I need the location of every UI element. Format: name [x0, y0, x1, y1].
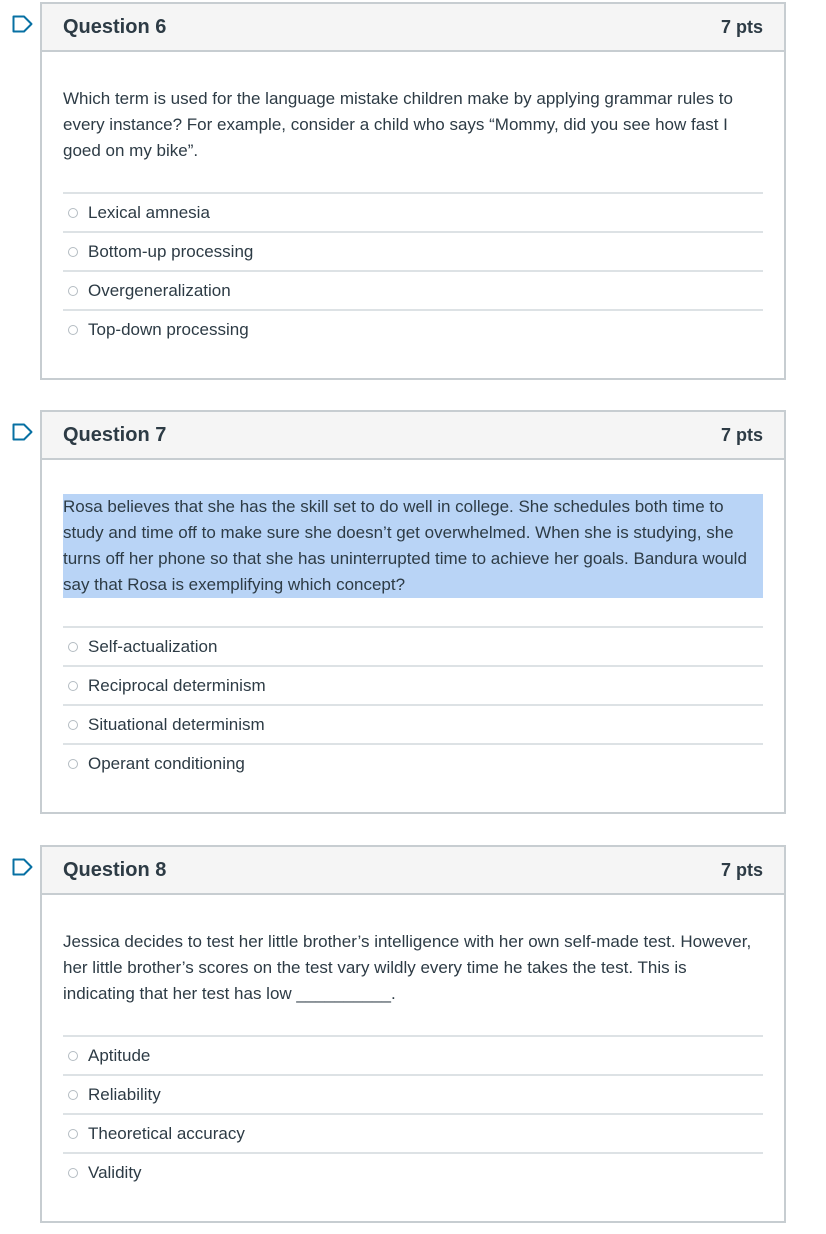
answer-label: Reliability — [88, 1084, 161, 1104]
answer-label: Theoretical accuracy — [88, 1123, 245, 1143]
flag-question-icon[interactable] — [12, 423, 34, 441]
answer-list — [63, 626, 763, 782]
question-points: 7 pts — [720, 424, 763, 445]
answer-label: Bottom-up processing — [88, 241, 254, 261]
radio-button-icon[interactable] — [68, 720, 78, 730]
answer-label: Situational determinism — [88, 714, 265, 734]
question-7 — [40, 410, 786, 814]
answer-option[interactable] — [63, 706, 763, 745]
question-title: Question 6 — [63, 15, 167, 38]
question-text: Jessica decides to test her little brother’s intelligence with her own self-made test. However, her little brother’s scores on the test vary wildly every time he takes the test. This is indicating that her test has low __________. — [63, 932, 752, 1003]
flag-question-icon[interactable] — [12, 15, 34, 33]
answer-option[interactable] — [63, 1037, 763, 1076]
answer-list — [63, 1035, 763, 1191]
question-title: Question 7 — [63, 423, 167, 446]
radio-button-icon[interactable] — [68, 208, 78, 218]
radio-button-icon[interactable] — [68, 759, 78, 769]
question-body — [42, 52, 784, 378]
radio-button-icon[interactable] — [68, 1051, 78, 1061]
radio-button-icon[interactable] — [68, 681, 78, 691]
answer-option[interactable] — [63, 745, 763, 782]
answer-label: Overgeneralization — [88, 280, 231, 300]
answer-option[interactable] — [63, 1076, 763, 1115]
question-points: 7 pts — [720, 859, 763, 880]
question-title: Question 8 — [63, 858, 167, 881]
radio-button-icon[interactable] — [68, 642, 78, 652]
radio-button-icon[interactable] — [68, 286, 78, 296]
radio-button-icon[interactable] — [68, 1129, 78, 1139]
radio-button-icon[interactable] — [68, 247, 78, 257]
answer-option[interactable] — [63, 233, 763, 272]
flag-question-icon[interactable] — [12, 858, 34, 876]
answer-option[interactable] — [63, 667, 763, 706]
radio-button-icon[interactable] — [68, 1168, 78, 1178]
answer-option[interactable] — [63, 628, 763, 667]
answer-option[interactable] — [63, 1154, 763, 1191]
question-6 — [40, 2, 786, 380]
answer-option[interactable] — [63, 1115, 763, 1154]
answer-label: Operant conditioning — [88, 753, 245, 773]
answer-option[interactable] — [63, 272, 763, 311]
answer-label: Lexical amnesia — [88, 202, 210, 222]
question-8 — [40, 845, 786, 1223]
radio-button-icon[interactable] — [68, 1090, 78, 1100]
answer-option[interactable] — [63, 194, 763, 233]
question-text: Which term is used for the language mistake children make by applying grammar rules to every instance? For example, consider a child who says “Mommy, did you see how fast I goed on my bike”. — [63, 89, 733, 160]
answer-label: Self-actualization — [88, 636, 218, 656]
question-body — [42, 895, 784, 1221]
question-header — [42, 412, 784, 460]
question-text-selected: Rosa believes that she has the skill set to do well in college. She schedules both time to study and time off to make sure she doesn’t get overwhelmed. When she is studying, she turns off her phone so that she has uninterrupted time to achieve her goals. Bandura would say that Rosa is exemplifying which concept? — [63, 494, 763, 598]
answer-label: Reciprocal determinism — [88, 675, 266, 695]
question-header — [42, 4, 784, 52]
answer-list — [63, 192, 763, 348]
answer-label: Top-down processing — [88, 319, 249, 339]
radio-button-icon[interactable] — [68, 325, 78, 335]
answer-option[interactable] — [63, 311, 763, 348]
answer-label: Validity — [88, 1162, 142, 1182]
question-points: 7 pts — [720, 16, 763, 37]
question-header — [42, 847, 784, 895]
answer-label: Aptitude — [88, 1045, 151, 1065]
question-body — [42, 460, 784, 812]
